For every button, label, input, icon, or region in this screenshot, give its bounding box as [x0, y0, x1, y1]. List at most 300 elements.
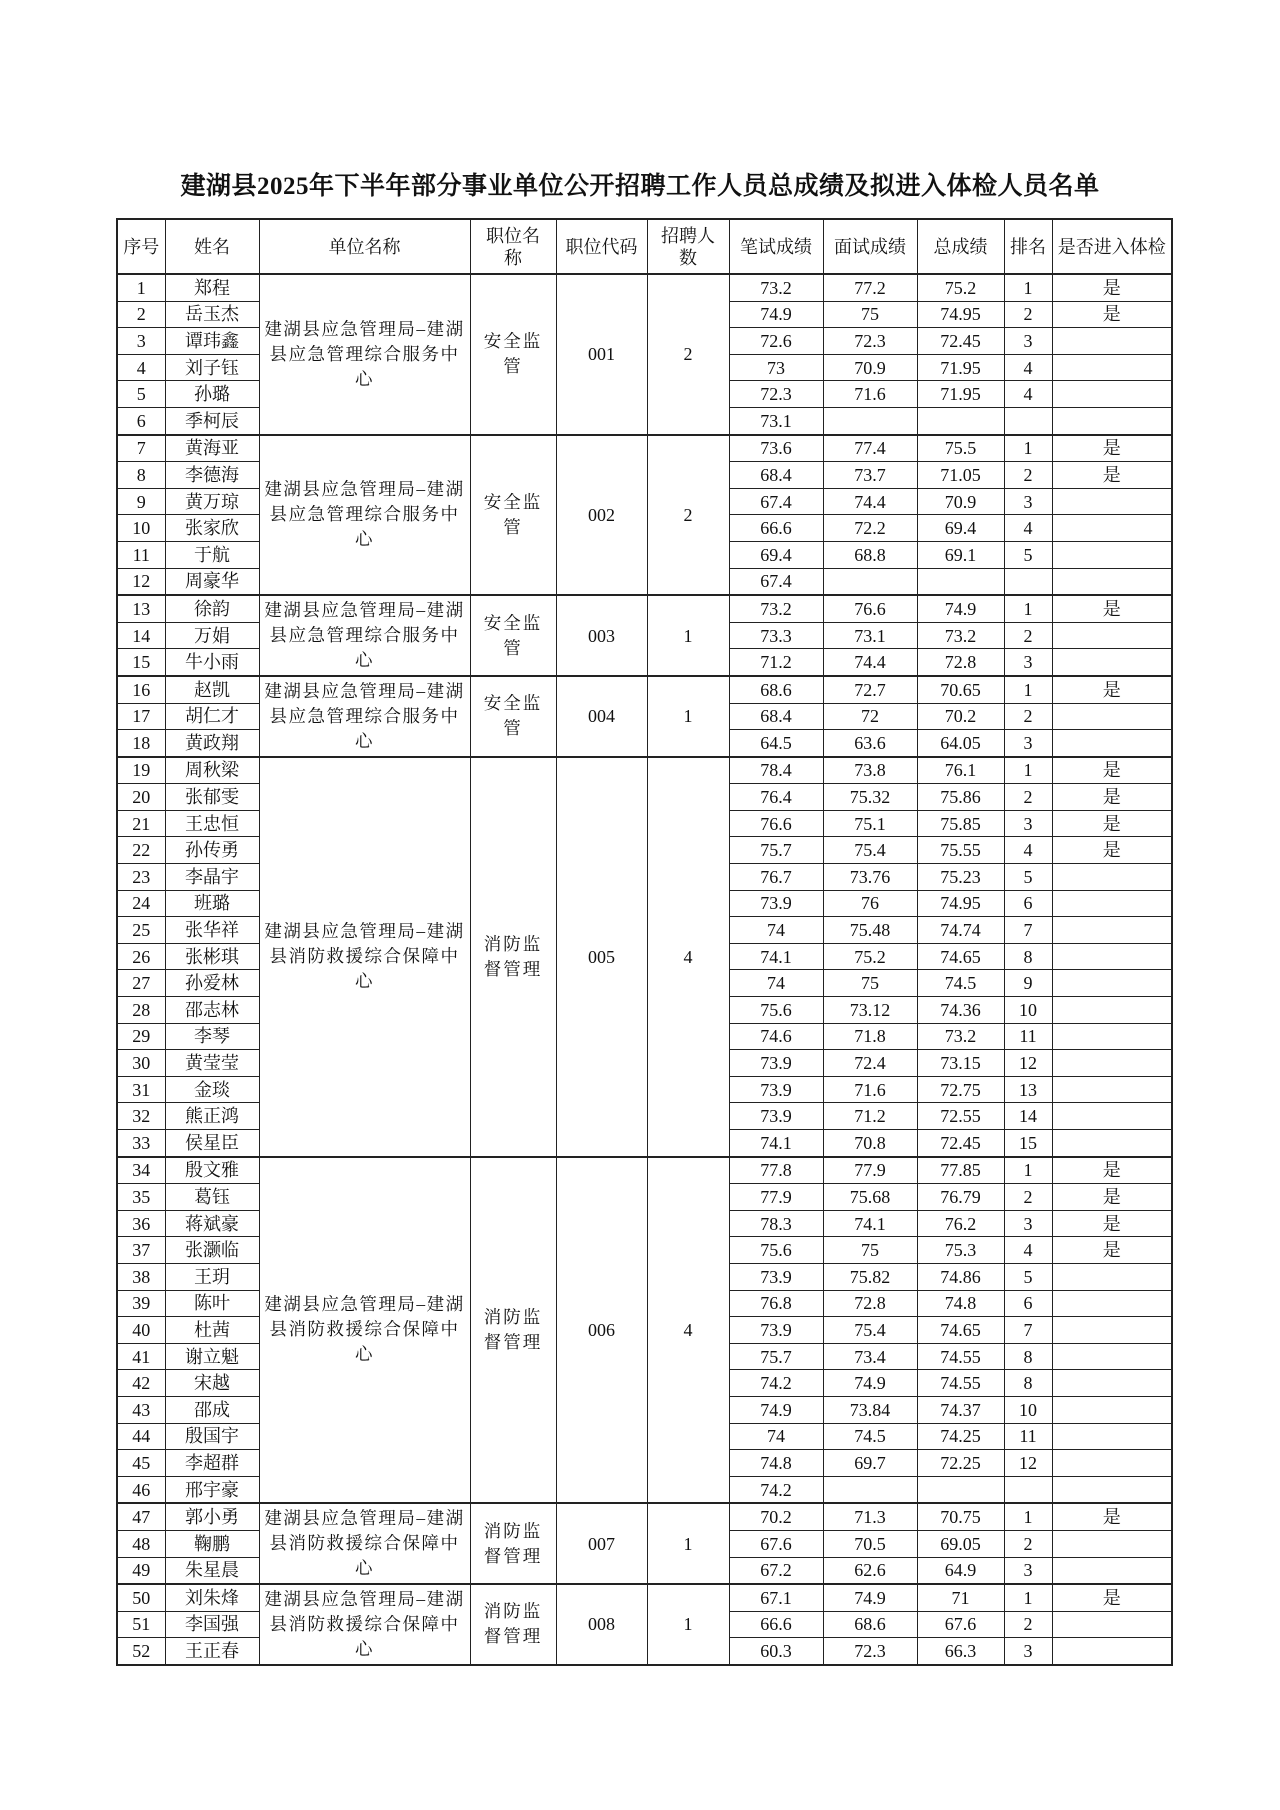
cell-written: 69.4	[729, 541, 823, 568]
cell-rank: 9	[1004, 970, 1052, 997]
cell-code: 001	[556, 274, 647, 435]
cell-interview: 75.4	[823, 837, 917, 864]
cell-rank: 2	[1004, 703, 1052, 730]
cell-total: 70.2	[917, 703, 1004, 730]
cell-seq: 27	[117, 970, 165, 997]
cell-code: 007	[556, 1503, 647, 1584]
cell-physical	[1052, 1290, 1172, 1317]
cell-unit: 建湖县应急管理局–建湖县消防救援综合保障中心	[259, 757, 470, 1157]
cell-seq: 15	[117, 649, 165, 676]
cell-total: 70.75	[917, 1503, 1004, 1530]
cell-total: 72.25	[917, 1450, 1004, 1477]
cell-name: 于航	[165, 541, 259, 568]
cell-physical: 是	[1052, 837, 1172, 864]
cell-name: 孙璐	[165, 381, 259, 408]
cell-seq: 28	[117, 997, 165, 1024]
cell-rank: 12	[1004, 1050, 1052, 1077]
cell-interview: 72.7	[823, 676, 917, 703]
cell-written: 74.9	[729, 301, 823, 328]
cell-rank: 1	[1004, 676, 1052, 703]
cell-written: 73.6	[729, 435, 823, 462]
cell-seq: 12	[117, 568, 165, 595]
cell-seq: 14	[117, 622, 165, 649]
cell-interview: 75.32	[823, 784, 917, 811]
cell-total: 69.4	[917, 515, 1004, 542]
cell-total: 70.9	[917, 488, 1004, 515]
cell-physical	[1052, 568, 1172, 595]
cell-seq: 10	[117, 515, 165, 542]
cell-name: 熊正鸿	[165, 1103, 259, 1130]
cell-seq: 37	[117, 1237, 165, 1264]
cell-interview: 74.4	[823, 488, 917, 515]
cell-total: 69.05	[917, 1530, 1004, 1557]
cell-total: 72.55	[917, 1103, 1004, 1130]
cell-count: 1	[647, 1503, 729, 1584]
cell-rank: 3	[1004, 328, 1052, 355]
cell-rank: 4	[1004, 381, 1052, 408]
cell-total: 66.3	[917, 1638, 1004, 1665]
cell-interview: 75.48	[823, 917, 917, 944]
cell-unit: 建湖县应急管理局–建湖县应急管理综合服务中心	[259, 595, 470, 676]
cell-seq: 24	[117, 890, 165, 917]
cell-name: 杜茜	[165, 1317, 259, 1344]
cell-physical	[1052, 730, 1172, 757]
cell-rank: 6	[1004, 890, 1052, 917]
cell-rank: 3	[1004, 1557, 1052, 1584]
cell-total: 72.45	[917, 328, 1004, 355]
cell-interview: 71.6	[823, 381, 917, 408]
cell-name: 周豪华	[165, 568, 259, 595]
cell-name: 李晶宇	[165, 864, 259, 891]
cell-count: 4	[647, 757, 729, 1157]
header-name: 姓名	[165, 219, 259, 274]
cell-name: 葛钰	[165, 1184, 259, 1211]
table-row	[117, 757, 1172, 784]
cell-code: 002	[556, 435, 647, 596]
cell-interview: 71.3	[823, 1503, 917, 1530]
cell-seq: 38	[117, 1263, 165, 1290]
cell-total: 69.1	[917, 541, 1004, 568]
cell-rank: 4	[1004, 1237, 1052, 1264]
cell-unit: 建湖县应急管理局–建湖县应急管理综合服务中心	[259, 435, 470, 596]
cell-interview: 73.12	[823, 997, 917, 1024]
cell-rank: 1	[1004, 595, 1052, 622]
cell-physical	[1052, 541, 1172, 568]
cell-rank: 7	[1004, 1317, 1052, 1344]
cell-physical	[1052, 1638, 1172, 1665]
cell-written: 67.2	[729, 1557, 823, 1584]
cell-rank: 5	[1004, 541, 1052, 568]
cell-total: 71.95	[917, 381, 1004, 408]
cell-total: 74.95	[917, 301, 1004, 328]
table-row	[117, 1157, 1172, 1184]
cell-rank: 8	[1004, 943, 1052, 970]
cell-interview: 72.3	[823, 1638, 917, 1665]
cell-interview: 77.4	[823, 435, 917, 462]
cell-interview: 70.9	[823, 354, 917, 381]
cell-name: 王正春	[165, 1638, 259, 1665]
cell-physical: 是	[1052, 1584, 1172, 1611]
cell-rank: 2	[1004, 1530, 1052, 1557]
cell-seq: 23	[117, 864, 165, 891]
cell-total: 73.2	[917, 1023, 1004, 1050]
cell-name: 邵成	[165, 1396, 259, 1423]
cell-name: 张家欣	[165, 515, 259, 542]
cell-code: 003	[556, 595, 647, 676]
cell-rank: 4	[1004, 837, 1052, 864]
cell-physical	[1052, 864, 1172, 891]
cell-interview: 77.2	[823, 274, 917, 301]
cell-name: 班璐	[165, 890, 259, 917]
cell-physical	[1052, 1557, 1172, 1584]
cell-seq: 47	[117, 1503, 165, 1530]
cell-name: 胡仁才	[165, 703, 259, 730]
cell-name: 徐韵	[165, 595, 259, 622]
cell-total	[917, 1476, 1004, 1503]
cell-seq: 7	[117, 435, 165, 462]
table-row	[117, 1503, 1172, 1530]
cell-rank: 7	[1004, 917, 1052, 944]
cell-physical: 是	[1052, 462, 1172, 489]
cell-written: 74.2	[729, 1370, 823, 1397]
cell-seq: 18	[117, 730, 165, 757]
header-physical: 是否进入体检	[1052, 219, 1172, 274]
cell-rank: 3	[1004, 649, 1052, 676]
cell-total: 75.86	[917, 784, 1004, 811]
cell-seq: 52	[117, 1638, 165, 1665]
cell-total: 74.86	[917, 1263, 1004, 1290]
cell-interview: 74.1	[823, 1210, 917, 1237]
cell-seq: 31	[117, 1076, 165, 1103]
cell-rank	[1004, 407, 1052, 434]
cell-name: 岳玉杰	[165, 301, 259, 328]
cell-physical	[1052, 1050, 1172, 1077]
cell-written: 74.6	[729, 1023, 823, 1050]
cell-count: 1	[647, 676, 729, 757]
cell-written: 67.1	[729, 1584, 823, 1611]
cell-physical: 是	[1052, 810, 1172, 837]
cell-physical: 是	[1052, 1503, 1172, 1530]
cell-physical	[1052, 943, 1172, 970]
cell-total	[917, 407, 1004, 434]
cell-interview: 72.4	[823, 1050, 917, 1077]
cell-interview: 73.76	[823, 864, 917, 891]
cell-written: 76.4	[729, 784, 823, 811]
cell-name: 郭小勇	[165, 1503, 259, 1530]
cell-interview: 69.7	[823, 1450, 917, 1477]
cell-total: 76.2	[917, 1210, 1004, 1237]
cell-physical	[1052, 1450, 1172, 1477]
cell-interview: 71.8	[823, 1023, 917, 1050]
cell-count: 2	[647, 274, 729, 435]
cell-name: 周秋梁	[165, 757, 259, 784]
cell-name: 李超群	[165, 1450, 259, 1477]
cell-written: 64.5	[729, 730, 823, 757]
cell-physical	[1052, 622, 1172, 649]
cell-written: 76.7	[729, 864, 823, 891]
cell-rank: 11	[1004, 1423, 1052, 1450]
cell-code: 004	[556, 676, 647, 757]
cell-rank: 2	[1004, 1611, 1052, 1638]
cell-total: 74.74	[917, 917, 1004, 944]
cell-written: 68.4	[729, 462, 823, 489]
cell-name: 张华祥	[165, 917, 259, 944]
cell-name: 殷国宇	[165, 1423, 259, 1450]
cell-interview: 74.4	[823, 649, 917, 676]
cell-rank: 3	[1004, 730, 1052, 757]
cell-total: 74.37	[917, 1396, 1004, 1423]
cell-total: 73.15	[917, 1050, 1004, 1077]
cell-name: 陈叶	[165, 1290, 259, 1317]
cell-seq: 50	[117, 1584, 165, 1611]
cell-unit: 建湖县应急管理局–建湖县应急管理综合服务中心	[259, 676, 470, 757]
cell-name: 孙传勇	[165, 837, 259, 864]
cell-seq: 35	[117, 1184, 165, 1211]
cell-count: 1	[647, 595, 729, 676]
cell-physical	[1052, 1396, 1172, 1423]
cell-position: 消防监督管理	[470, 1584, 556, 1665]
table-row	[117, 274, 1172, 301]
cell-total: 75.2	[917, 274, 1004, 301]
cell-rank: 1	[1004, 1157, 1052, 1184]
cell-name: 朱星晨	[165, 1557, 259, 1584]
cell-total: 75.55	[917, 837, 1004, 864]
cell-written: 77.9	[729, 1184, 823, 1211]
cell-total: 77.85	[917, 1157, 1004, 1184]
cell-physical	[1052, 1370, 1172, 1397]
cell-written: 66.6	[729, 1611, 823, 1638]
cell-name: 李琴	[165, 1023, 259, 1050]
cell-unit: 建湖县应急管理局–建湖县消防救援综合保障中心	[259, 1503, 470, 1584]
cell-physical: 是	[1052, 1210, 1172, 1237]
cell-total: 74.65	[917, 1317, 1004, 1344]
cell-name: 谭玮鑫	[165, 328, 259, 355]
cell-physical: 是	[1052, 1157, 1172, 1184]
cell-seq: 36	[117, 1210, 165, 1237]
cell-seq: 3	[117, 328, 165, 355]
cell-interview: 73.8	[823, 757, 917, 784]
cell-interview: 71.6	[823, 1076, 917, 1103]
cell-rank: 6	[1004, 1290, 1052, 1317]
header-written: 笔试成绩	[729, 219, 823, 274]
cell-rank: 4	[1004, 515, 1052, 542]
cell-total: 75.23	[917, 864, 1004, 891]
cell-total: 71.05	[917, 462, 1004, 489]
cell-name: 李德海	[165, 462, 259, 489]
cell-rank: 2	[1004, 301, 1052, 328]
cell-name: 张灏临	[165, 1237, 259, 1264]
table-row	[117, 435, 1172, 462]
cell-rank: 15	[1004, 1130, 1052, 1157]
cell-written: 73.9	[729, 890, 823, 917]
cell-name: 孙爱林	[165, 970, 259, 997]
cell-written: 74	[729, 917, 823, 944]
cell-rank	[1004, 568, 1052, 595]
cell-written: 75.6	[729, 1237, 823, 1264]
cell-interview: 72	[823, 703, 917, 730]
cell-written: 73.1	[729, 407, 823, 434]
cell-seq: 5	[117, 381, 165, 408]
cell-seq: 40	[117, 1317, 165, 1344]
cell-name: 黄万琼	[165, 488, 259, 515]
cell-written: 74	[729, 1423, 823, 1450]
cell-physical: 是	[1052, 435, 1172, 462]
cell-written: 74.1	[729, 1130, 823, 1157]
cell-seq: 16	[117, 676, 165, 703]
cell-physical: 是	[1052, 595, 1172, 622]
cell-physical	[1052, 1103, 1172, 1130]
cell-count: 2	[647, 435, 729, 596]
cell-rank: 1	[1004, 274, 1052, 301]
cell-written: 74	[729, 970, 823, 997]
cell-position: 消防监督管理	[470, 757, 556, 1157]
cell-name: 殷文雅	[165, 1157, 259, 1184]
cell-interview: 71.2	[823, 1103, 917, 1130]
cell-written: 75.6	[729, 997, 823, 1024]
cell-physical	[1052, 1530, 1172, 1557]
cell-interview: 74.9	[823, 1370, 917, 1397]
cell-total	[917, 568, 1004, 595]
cell-name: 侯星臣	[165, 1130, 259, 1157]
cell-interview	[823, 568, 917, 595]
cell-seq: 1	[117, 274, 165, 301]
cell-interview: 63.6	[823, 730, 917, 757]
cell-total: 74.5	[917, 970, 1004, 997]
header-position: 职位名称	[470, 219, 556, 274]
cell-total: 74.95	[917, 890, 1004, 917]
cell-name: 鞠鹏	[165, 1530, 259, 1557]
cell-written: 73.9	[729, 1050, 823, 1077]
cell-seq: 20	[117, 784, 165, 811]
cell-code: 005	[556, 757, 647, 1157]
cell-rank: 8	[1004, 1370, 1052, 1397]
cell-physical	[1052, 997, 1172, 1024]
cell-interview: 75.4	[823, 1317, 917, 1344]
cell-unit: 建湖县应急管理局–建湖县应急管理综合服务中心	[259, 274, 470, 435]
cell-interview: 73.1	[823, 622, 917, 649]
cell-name: 宋越	[165, 1370, 259, 1397]
cell-total: 70.65	[917, 676, 1004, 703]
cell-physical	[1052, 1263, 1172, 1290]
cell-interview: 77.9	[823, 1157, 917, 1184]
cell-rank: 5	[1004, 1263, 1052, 1290]
cell-physical	[1052, 1423, 1172, 1450]
cell-seq: 17	[117, 703, 165, 730]
cell-physical: 是	[1052, 274, 1172, 301]
cell-code: 006	[556, 1157, 647, 1504]
cell-interview: 72.2	[823, 515, 917, 542]
cell-seq: 22	[117, 837, 165, 864]
cell-rank: 1	[1004, 435, 1052, 462]
cell-written: 74.9	[729, 1396, 823, 1423]
cell-total: 64.9	[917, 1557, 1004, 1584]
cell-total: 71.95	[917, 354, 1004, 381]
header-count: 招聘人数	[647, 219, 729, 274]
cell-rank: 2	[1004, 784, 1052, 811]
header-row	[117, 219, 1172, 274]
cell-rank: 2	[1004, 462, 1052, 489]
header-code: 职位代码	[556, 219, 647, 274]
cell-seq: 45	[117, 1450, 165, 1477]
cell-total: 75.85	[917, 810, 1004, 837]
cell-physical	[1052, 328, 1172, 355]
cell-rank: 3	[1004, 1638, 1052, 1665]
cell-physical	[1052, 649, 1172, 676]
cell-seq: 39	[117, 1290, 165, 1317]
cell-physical	[1052, 1317, 1172, 1344]
cell-written: 75.7	[729, 1343, 823, 1370]
cell-total: 73.2	[917, 622, 1004, 649]
cell-interview: 68.6	[823, 1611, 917, 1638]
cell-written: 75.7	[729, 837, 823, 864]
cell-total: 74.25	[917, 1423, 1004, 1450]
cell-written: 60.3	[729, 1638, 823, 1665]
cell-total: 74.55	[917, 1343, 1004, 1370]
cell-rank: 3	[1004, 488, 1052, 515]
cell-rank: 12	[1004, 1450, 1052, 1477]
cell-position: 消防监督管理	[470, 1503, 556, 1584]
cell-physical	[1052, 354, 1172, 381]
cell-seq: 21	[117, 810, 165, 837]
cell-interview: 75.1	[823, 810, 917, 837]
cell-physical	[1052, 381, 1172, 408]
cell-written: 74.1	[729, 943, 823, 970]
cell-position: 安全监管	[470, 435, 556, 596]
cell-total: 76.79	[917, 1184, 1004, 1211]
cell-total: 72.75	[917, 1076, 1004, 1103]
cell-interview	[823, 1476, 917, 1503]
cell-rank: 3	[1004, 1210, 1052, 1237]
cell-physical	[1052, 1611, 1172, 1638]
cell-rank: 5	[1004, 864, 1052, 891]
cell-position: 安全监管	[470, 595, 556, 676]
cell-written: 73.9	[729, 1263, 823, 1290]
cell-written: 73.9	[729, 1076, 823, 1103]
cell-total: 75.3	[917, 1237, 1004, 1264]
cell-physical	[1052, 1023, 1172, 1050]
header-total: 总成绩	[917, 219, 1004, 274]
cell-seq: 34	[117, 1157, 165, 1184]
cell-written: 67.4	[729, 568, 823, 595]
cell-seq: 51	[117, 1611, 165, 1638]
cell-rank: 11	[1004, 1023, 1052, 1050]
cell-interview: 75	[823, 301, 917, 328]
cell-total: 64.05	[917, 730, 1004, 757]
cell-name: 黄莹莹	[165, 1050, 259, 1077]
cell-seq: 32	[117, 1103, 165, 1130]
cell-written: 72.6	[729, 328, 823, 355]
cell-physical	[1052, 1076, 1172, 1103]
cell-name: 金琰	[165, 1076, 259, 1103]
cell-total: 74.9	[917, 595, 1004, 622]
cell-written: 67.6	[729, 1530, 823, 1557]
cell-written: 76.8	[729, 1290, 823, 1317]
cell-seq: 33	[117, 1130, 165, 1157]
cell-rank: 1	[1004, 1503, 1052, 1530]
cell-interview: 73.84	[823, 1396, 917, 1423]
cell-name: 张郁雯	[165, 784, 259, 811]
cell-interview: 62.6	[823, 1557, 917, 1584]
cell-physical	[1052, 1130, 1172, 1157]
cell-seq: 48	[117, 1530, 165, 1557]
cell-interview: 73.4	[823, 1343, 917, 1370]
cell-rank: 1	[1004, 1584, 1052, 1611]
cell-rank: 10	[1004, 997, 1052, 1024]
cell-unit: 建湖县应急管理局–建湖县消防救援综合保障中心	[259, 1157, 470, 1504]
cell-code: 008	[556, 1584, 647, 1665]
cell-name: 李国强	[165, 1611, 259, 1638]
cell-physical	[1052, 407, 1172, 434]
